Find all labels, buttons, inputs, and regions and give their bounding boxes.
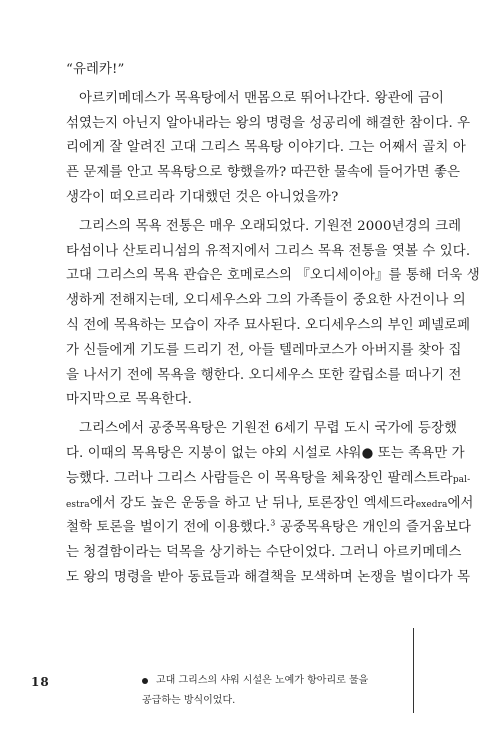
footnote-line-1: 고대 그리스의 샤워 시설은 노예가 항아리로 물을 bbox=[156, 675, 369, 686]
paragraph-3-line: 철학 토론을 벌이기 전에 이용했다.$^3$ 공중목욕탕은 개인의 즐거움보다 bbox=[66, 518, 472, 536]
endnote-number: 3 bbox=[270, 518, 276, 528]
footnote-ref-marker: ● 또는 족욕만 가 bbox=[361, 445, 465, 461]
latin-term: estra bbox=[66, 499, 90, 510]
paragraph-2-line: 가 신들에게 기도를 드리기 전, 아들 텔레마코스가 아버지를 찾아 집 bbox=[66, 342, 462, 358]
footnote-line-2: 공급하는 방식이었다. bbox=[142, 695, 236, 706]
body-text bbox=[66, 58, 480, 591]
paragraph-2-line: 마지막으로 목욕한다. bbox=[66, 392, 193, 408]
paragraph-3-line: 그리스에서 공중목욕탕은 기원전 6세기 무렵 도시 국가에 등장했 bbox=[79, 421, 458, 437]
latin-term: pal- bbox=[452, 474, 471, 485]
paragraph-2-line: 그리스의 목욕 전통은 매우 오래되었다. 기원전 2000년경의 크레 bbox=[79, 218, 462, 234]
page-number: 18 bbox=[31, 675, 50, 689]
paragraph-3-line: 다. 이때의 목욕탕은 지붕이 없는 야외 시설로 샤워● 또는 족욕만 가 bbox=[66, 445, 465, 461]
paragraph-2-line: 식 전에 목욕하는 모습이 자주 묘사된다. 오디세우스의 부인 페넬로페 bbox=[66, 317, 471, 333]
paragraph-2-line: 고대 그리스의 목욕 관습은 호메로스의 『오디세이아』를 통해 더욱 생 bbox=[66, 268, 480, 284]
quote-line: “유레카!” bbox=[66, 62, 125, 77]
paragraph-1-line: 섞였는지 아닌지 알아내라는 왕의 명령을 성공리에 해결한 참이다. 우 bbox=[66, 115, 471, 131]
footnote-bullet-icon bbox=[142, 678, 148, 684]
paragraph-3-line: 도 왕의 명령을 받아 동료들과 해결책을 모색하며 논쟁을 벌이다가 목 bbox=[66, 569, 471, 585]
paragraph-3-line: 능했다. 그러나 그리스 사람들은 이 목욕탕을 체육장인 팔레스트라pal- bbox=[66, 470, 471, 486]
paragraph-3-line: estra에서 강도 높은 운동을 하고 난 뒤나, 토론장인 엑세드라exedra에서 bbox=[66, 495, 474, 511]
paragraph-2-line: 을 나서기 전에 목욕을 행한다. 오디세우스 또한 칼립소를 떠나기 전 bbox=[66, 367, 462, 383]
paragraph-1-line: 픈 문제를 안고 목욕탕으로 향했을까? 따끈한 물속에 들어가면 좋은 bbox=[66, 165, 461, 181]
paragraph-2-line: 타섬이나 산토리니섬의 유적지에서 그리스 목욕 전통을 엿볼 수 있다. bbox=[66, 243, 471, 259]
footnote-divider bbox=[413, 628, 414, 713]
paragraph-2-line: 생하게 전해지는데, 오디세우스와 그의 가족들이 중요한 사건이나 의 bbox=[66, 293, 466, 309]
footnote bbox=[142, 671, 402, 711]
paragraph-1-line: 생각이 떠오르리라 기대했던 것은 아니었을까? bbox=[66, 189, 339, 205]
paragraph-3-line: 는 청결함이라는 덕목을 상기하는 수단이었다. 그러니 아르키메데스 bbox=[66, 545, 462, 561]
paragraph-1-line: 리에게 잘 알려진 고대 그리스 목욕탕 이야기다. 그는 어째서 골치 아 bbox=[66, 140, 466, 156]
paragraph-1-line: 아르키메데스가 목욕탕에서 맨몸으로 뛰어나간다. 왕관에 금이 bbox=[79, 90, 445, 106]
latin-term: exedra bbox=[415, 499, 448, 510]
